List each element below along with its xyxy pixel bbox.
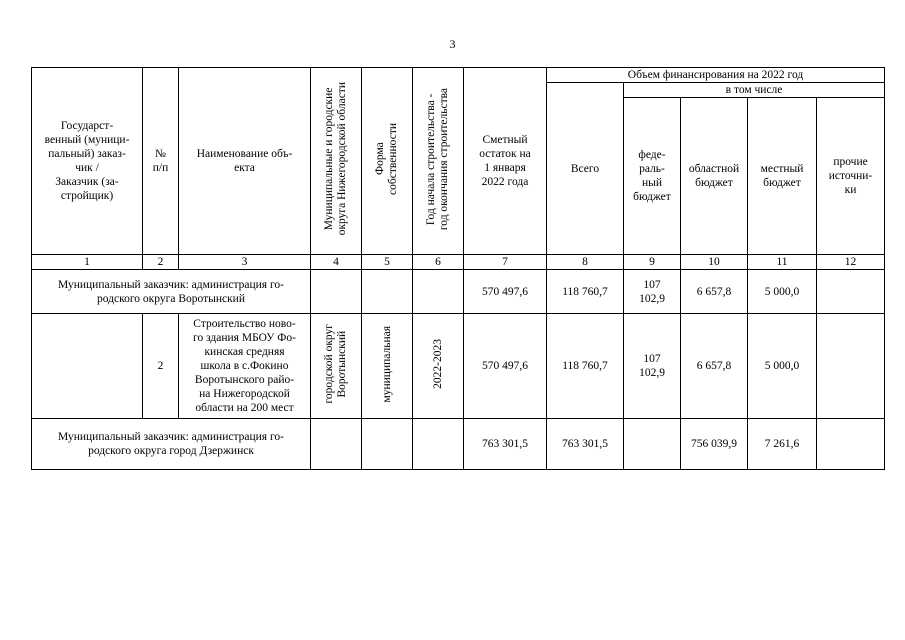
customer-cell — [32, 314, 143, 419]
header-ownership-cell — [362, 68, 413, 255]
header-balance: Сметный остаток на 1 января 2022 года — [464, 68, 547, 255]
regional-cell: 756 039,9 — [681, 419, 748, 470]
financing-table — [31, 67, 885, 470]
table-row — [32, 270, 885, 314]
federal-cell: 107 102,9 — [624, 270, 681, 314]
local-cell: 5 000,0 — [748, 270, 817, 314]
federal-cell — [624, 419, 681, 470]
header-years: Год начала строительства - год окончания строительства — [425, 87, 450, 231]
header-object-name: Наименование объ- екта — [179, 68, 311, 255]
header-regional: областной бюджет — [681, 98, 748, 255]
header-ownership: Форма собственности — [374, 123, 399, 195]
customer-cell: Муниципальный заказчик: администрация го- родского округа Воротынский — [32, 270, 311, 314]
column-number: 7 — [464, 255, 547, 270]
header-no: № п/п — [143, 68, 179, 255]
header-other: прочие источни- ки — [817, 98, 885, 255]
header-municipality-cell — [311, 68, 362, 255]
total-cell: 763 301,5 — [547, 419, 624, 470]
table-row — [32, 314, 885, 419]
header-federal: феде- раль- ный бюджет — [624, 98, 681, 255]
municipality-cell — [311, 270, 362, 314]
total-cell: 118 760,7 — [547, 314, 624, 419]
header-customer: Государст- венный (муници- пальный) заказ- чик / Заказчик (за- стройщик) — [32, 68, 143, 255]
other-cell — [817, 270, 885, 314]
customer-cell: Муниципальный заказчик: администрация го- родского округа город Дзержинск — [32, 419, 311, 470]
page-number: 3 — [449, 37, 456, 51]
balance-cell: 570 497,6 — [464, 270, 547, 314]
column-number: 5 — [362, 255, 413, 270]
balance-cell: 570 497,6 — [464, 314, 547, 419]
column-number: 10 — [681, 255, 748, 270]
column-number: 3 — [179, 255, 311, 270]
municipality-cell — [311, 419, 362, 470]
column-number: 6 — [413, 255, 464, 270]
ownership-cell — [362, 270, 413, 314]
column-number: 11 — [748, 255, 817, 270]
federal-cell: 107 102,9 — [624, 314, 681, 419]
other-cell — [817, 419, 885, 470]
header-local: местный бюджет — [748, 98, 817, 255]
municipality-text: городской округ Воротынский — [323, 324, 348, 404]
regional-cell: 6 657,8 — [681, 314, 748, 419]
object-name-cell: Строительство ново- го здания МБОУ Фо- кинская средняя школа в с.Фокино Воротынского райо- на Нижегородской области на 200 мест — [179, 314, 311, 419]
years-cell — [413, 270, 464, 314]
years-cell — [413, 419, 464, 470]
header-years-cell — [413, 68, 464, 255]
header-municipality: Муниципальные и городские округа Нижегородской области — [323, 82, 348, 236]
header-financing-group: Объем финансирования на 2022 год — [547, 68, 885, 83]
municipality-cell — [311, 314, 362, 419]
column-number: 4 — [311, 255, 362, 270]
column-number: 2 — [143, 255, 179, 270]
column-number: 9 — [624, 255, 681, 270]
ownership-cell — [362, 419, 413, 470]
local-cell: 5 000,0 — [748, 314, 817, 419]
column-number: 12 — [817, 255, 885, 270]
column-number: 8 — [547, 255, 624, 270]
local-cell: 7 261,6 — [748, 419, 817, 470]
header-total: Всего — [547, 83, 624, 255]
number-cell: 2 — [143, 314, 179, 419]
header-including: в том числе — [624, 83, 885, 98]
other-cell — [817, 314, 885, 419]
ownership-text: муниципальная — [380, 325, 393, 403]
regional-cell: 6 657,8 — [681, 270, 748, 314]
ownership-cell — [362, 314, 413, 419]
years-cell — [413, 314, 464, 419]
balance-cell: 763 301,5 — [464, 419, 547, 470]
total-cell: 118 760,7 — [547, 270, 624, 314]
column-number-row — [32, 255, 885, 270]
years-text: 2022-2023 — [431, 339, 444, 389]
table-row — [32, 419, 885, 470]
column-number: 1 — [32, 255, 143, 270]
